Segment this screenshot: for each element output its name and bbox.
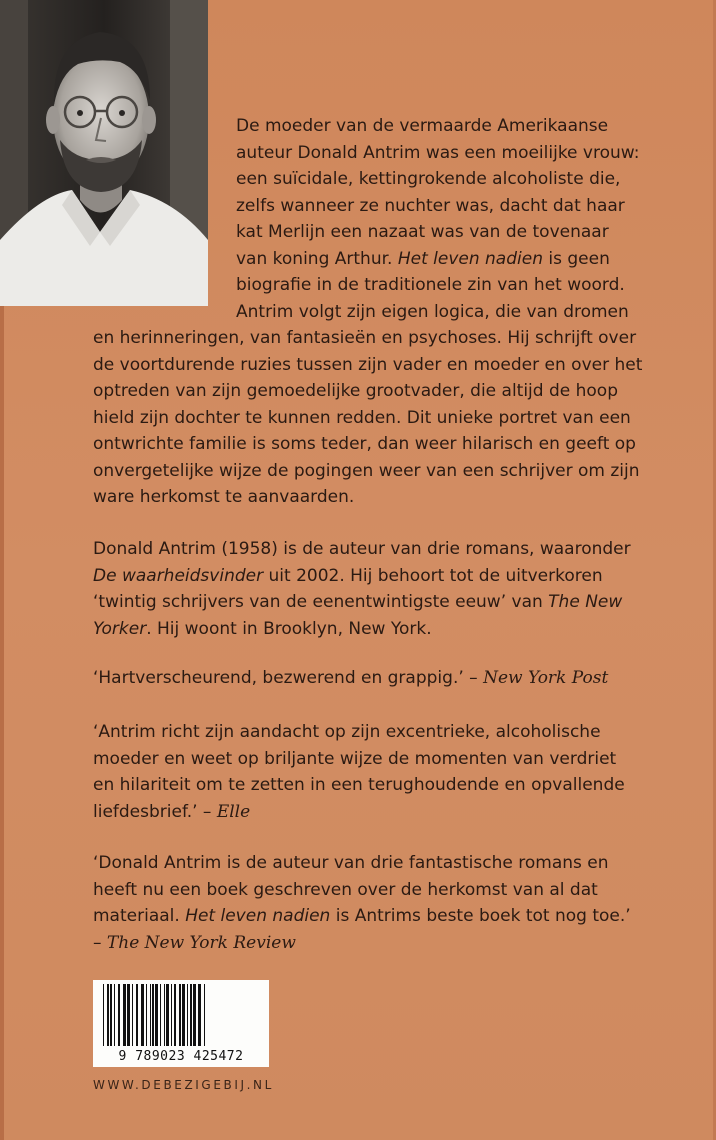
bio-line [93, 616, 673, 643]
barcode-bar [179, 984, 181, 1046]
barcode-bar [103, 984, 104, 1046]
description-line: onvergetelijke wijze de pogingen weer van een schrijver om zijn [93, 460, 640, 481]
isbn-barcode [93, 980, 269, 1067]
barcode-bar [193, 984, 196, 1046]
barcode-bar [198, 984, 201, 1046]
description-line: ontwrichte familie is soms teder, dan weer hilarisch en geeft op [93, 434, 636, 454]
publisher-website: WWW.DEBEZIGEBIJ.NL [93, 1078, 274, 1092]
book-title: De waarheidsvinder [93, 565, 264, 586]
barcode-bar [141, 984, 144, 1046]
quote-line: ‘Antrim richt zijn aandacht op zijn excentrieke, alcoholische [93, 722, 601, 742]
barcode-bar [166, 984, 169, 1046]
quote-text: materiaal. [93, 906, 186, 926]
barcode-bar [182, 984, 185, 1046]
quote-line: moeder en weet op briljante wijze de momenten van verdriet [93, 748, 617, 769]
isbn-number: 9 789023 425472 [118, 1049, 244, 1064]
bio-line: Donald Antrim (1958) is de auteur van drie romans, waaronder [93, 539, 631, 559]
author-photo [0, 0, 208, 306]
barcode-bar [110, 984, 112, 1046]
description-beside-photo [236, 113, 706, 325]
bio-line [93, 589, 673, 616]
barcode-bar [150, 984, 151, 1046]
barcode-bar [152, 984, 154, 1046]
quote-source: New York Post [483, 668, 609, 688]
description-text: van koning Arthur. [236, 248, 393, 269]
bio-text: uit 2002. Hij behoort tot de uitverkoren [263, 565, 603, 586]
quote-line: ‘Donald Antrim is de auteur van drie fantastische romans en [93, 853, 609, 873]
quote-source: Elle [216, 801, 251, 822]
barcode-bar [118, 984, 120, 1046]
bio-text: ‘twintig schrijvers van de eenentwintigste eeuw’ van [93, 592, 549, 612]
barcode-bar [174, 984, 176, 1046]
quote-line [93, 930, 673, 957]
quote-line: heeft nu een boek geschreven over de herkomst van al dat [93, 879, 598, 900]
barcode-bar [160, 984, 161, 1046]
barcode-bars [93, 980, 269, 1050]
barcode-bar [187, 984, 188, 1046]
review-quote [93, 719, 673, 825]
bio-text: . Hij woont in Brooklyn, New York. [146, 618, 432, 639]
magazine-title: The New [548, 592, 623, 612]
author-bio [93, 536, 673, 642]
quote-line [93, 665, 673, 692]
barcode-bar [114, 984, 115, 1046]
barcode-bar [204, 984, 205, 1046]
description-text: is geen [548, 248, 610, 269]
barcode-bar [171, 984, 172, 1046]
barcode-bar [146, 984, 147, 1046]
description-line: auteur Donald Antrim was een moeilijke vrouw: [236, 142, 640, 163]
quote-text: is Antrims beste boek tot nog toe.’ [330, 906, 631, 926]
quote-text: ‘Hartverscheurend, bezwerend en grappig.’ – [93, 668, 484, 688]
book-title: Het leven nadien [397, 248, 543, 269]
description-line: een suïcidale, kettingrokende alcoholiste die, [236, 169, 621, 189]
quote-dash: – [93, 932, 107, 953]
barcode-bar [164, 984, 165, 1046]
description-line: zelfs wanneer ze nuchter was, dacht dat haar [236, 195, 625, 216]
review-quote [93, 850, 673, 956]
barcode-bar [107, 984, 109, 1046]
quote-text: liefdesbrief.’ – [93, 801, 217, 822]
author-portrait-illustration [0, 0, 208, 306]
book-title: Het leven nadien [185, 906, 331, 926]
barcode-bar [132, 984, 133, 1046]
quote-line [93, 799, 673, 826]
description-line: De moeder van de vermaarde Amerikaanse [236, 116, 609, 136]
description-line [236, 246, 706, 273]
barcode-bar [123, 984, 126, 1046]
review-quote [93, 665, 673, 692]
description-line: optreden van zijn gemoedelijke grootvader, die altijd de hoop [93, 381, 618, 401]
bio-line [93, 563, 673, 590]
barcode-bar [136, 984, 138, 1046]
quote-line [93, 903, 673, 930]
quote-line: en hilariteit om te zetten in een terughoudende en opvallende [93, 775, 625, 795]
description-line: kat Merlijn een nazaat was van de tovenaar [236, 222, 609, 242]
quote-source: The New York Review [106, 932, 296, 953]
description-line: Antrim volgt zijn eigen logica, die van dromen [236, 301, 629, 322]
barcode-bar [190, 984, 192, 1046]
description-line: biografie in de traditionele zin van het woord. [236, 275, 625, 295]
barcode-bar [155, 984, 158, 1046]
description-line: en herinneringen, van fantasieën en psychoses. Hij schrijft over [93, 328, 637, 348]
description-line: ware herkomst te aanvaarden. [93, 487, 355, 507]
description-continuation [93, 325, 673, 511]
barcode-bar [127, 984, 130, 1046]
magazine-title: Yorker [93, 618, 147, 639]
description-line: hield zijn dochter te kunnen redden. Dit unieke portret van een [93, 407, 631, 428]
description-line: de voortdurende ruzies tussen zijn vader en moeder en over het [93, 354, 643, 375]
